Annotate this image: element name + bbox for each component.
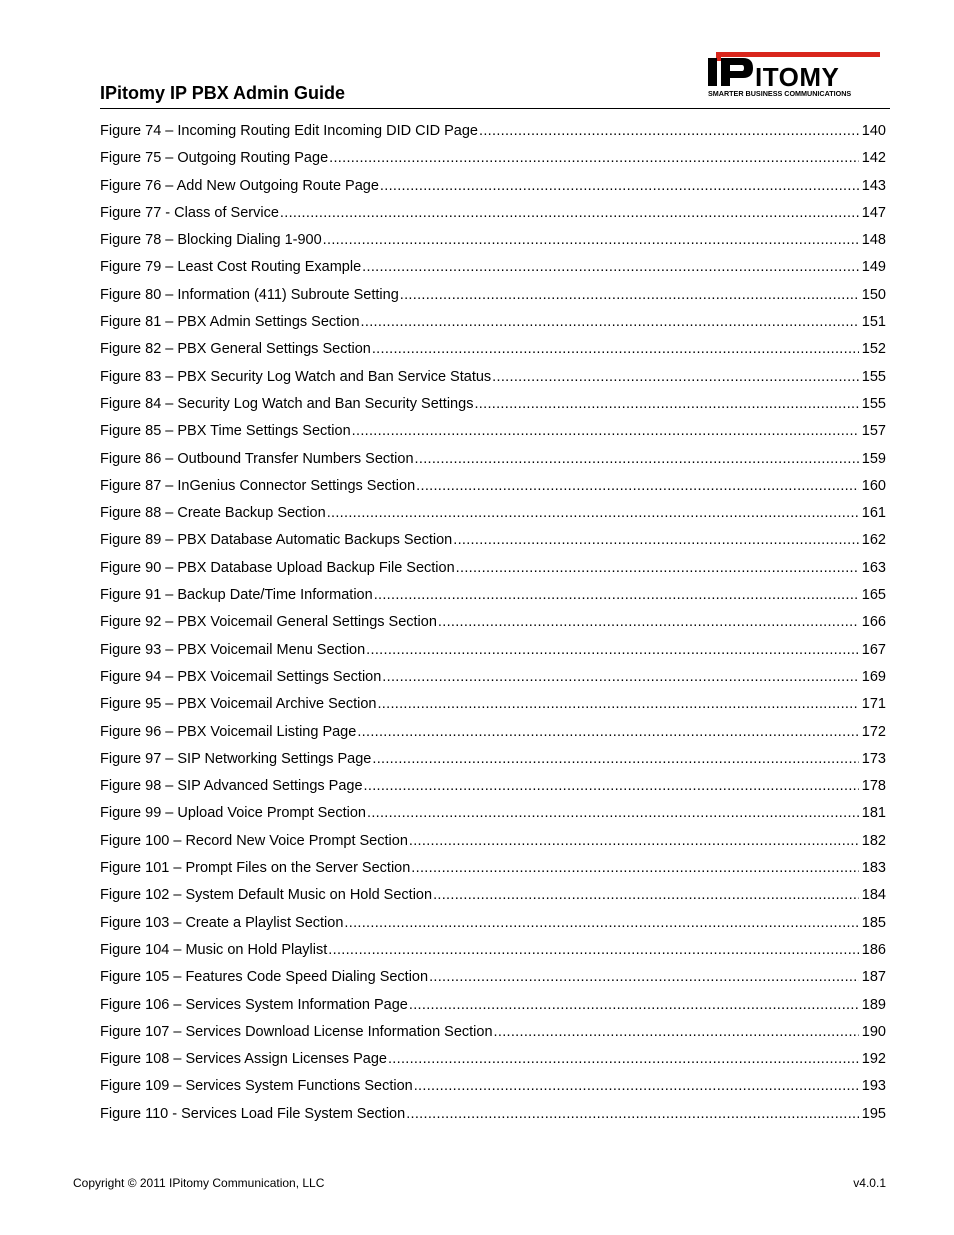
toc-entry-page-number[interactable]: 143 [861, 177, 886, 194]
dot-leader [361, 309, 859, 336]
version-label: v4.0.1 [853, 1176, 886, 1190]
dot-leader [357, 719, 858, 746]
toc-entry-page-number[interactable]: 178 [861, 778, 886, 795]
toc-entry-page-number[interactable]: 150 [861, 286, 886, 303]
dot-leader [280, 200, 859, 227]
dot-leader [400, 282, 859, 309]
toc-entry-label[interactable]: Figure 89 – PBX Database Automatic Backups Section [100, 532, 453, 549]
toc-entry-label[interactable]: Figure 94 – PBX Voicemail Settings Section [100, 668, 382, 685]
toc-entry-page-number[interactable]: 193 [861, 1078, 886, 1095]
toc-entry-page-number[interactable]: 147 [861, 204, 886, 221]
logo-letter-p [721, 58, 753, 86]
toc-entry-label[interactable]: Figure 74 – Incoming Routing Edit Incoming DID CID Page [100, 123, 478, 139]
toc-entry-page-number[interactable]: 171 [861, 696, 886, 713]
toc-entry-label[interactable]: Figure 86 – Outbound Transfer Numbers Section [100, 450, 414, 467]
toc-entry-page-number[interactable]: 160 [861, 477, 886, 494]
dot-leader [362, 254, 859, 281]
toc-entry[interactable] [100, 500, 886, 527]
toc-entry-label[interactable]: Figure 76 – Add New Outgoing Route Page [100, 177, 379, 194]
toc-entry-page-number[interactable]: 165 [861, 587, 886, 604]
toc-entry-page-number[interactable]: 184 [861, 887, 886, 904]
toc-entry[interactable] [100, 609, 886, 636]
toc-entry-page-number[interactable]: 149 [861, 259, 886, 276]
toc-entry[interactable] [100, 1019, 886, 1046]
dot-leader [344, 910, 858, 937]
toc-entry-label[interactable]: Figure 87 – InGenius Connector Settings Section [100, 477, 416, 494]
dot-leader [438, 609, 859, 636]
toc-entry-label[interactable]: Figure 101 – Prompt Files on the Server Section [100, 860, 411, 877]
toc-entry[interactable] [100, 336, 886, 363]
dot-leader [388, 1046, 859, 1073]
toc-entry-page-number[interactable]: 162 [861, 532, 886, 549]
toc-entry-page-number[interactable]: 155 [861, 395, 886, 412]
dot-leader [453, 527, 859, 554]
list-of-figures [100, 118, 886, 1128]
toc-entry-page-number[interactable]: 190 [861, 1023, 886, 1040]
logo-tagline: SMARTER BUSINESS COMMUNICATIONS [708, 89, 852, 98]
toc-entry-page-number[interactable]: 142 [861, 150, 886, 167]
dot-leader [323, 227, 859, 254]
toc-entry-label[interactable]: Figure 79 – Least Cost Routing Example [100, 259, 362, 276]
toc-entry[interactable] [100, 173, 886, 200]
toc-entry-label[interactable]: Figure 83 – PBX Security Log Watch and Ban Service Status [100, 368, 492, 385]
toc-entry[interactable] [100, 582, 886, 609]
toc-entry-label[interactable]: Figure 106 – Services System Information Page [100, 996, 408, 1013]
toc-entry-label[interactable]: Figure 95 – PBX Voicemail Archive Section [100, 696, 377, 713]
dot-leader [352, 418, 859, 445]
logo-letter-i [708, 58, 717, 86]
dot-leader [411, 855, 859, 882]
toc-entry[interactable] [100, 719, 886, 746]
toc-entry-page-number[interactable]: 159 [861, 450, 886, 467]
toc-entry-page-number[interactable]: 173 [861, 750, 886, 767]
toc-entry-label[interactable]: Figure 109 – Services System Functions Section [100, 1078, 413, 1095]
toc-entry-page-number[interactable]: 163 [861, 559, 886, 576]
toc-entry[interactable] [100, 118, 886, 145]
dot-leader [367, 800, 859, 827]
dot-leader [382, 664, 859, 691]
toc-entry-label[interactable]: Figure 99 – Upload Voice Prompt Section [100, 805, 366, 822]
dot-leader [380, 173, 859, 200]
toc-entry[interactable] [100, 882, 886, 909]
toc-entry[interactable] [100, 145, 886, 172]
toc-entry-page-number[interactable]: 192 [861, 1051, 886, 1068]
dot-leader [492, 364, 859, 391]
toc-entry-page-number[interactable]: 195 [861, 1105, 886, 1122]
toc-entry[interactable] [100, 309, 886, 336]
toc-entry-page-number[interactable]: 187 [861, 969, 886, 986]
toc-entry[interactable] [100, 364, 886, 391]
toc-entry-label[interactable]: Figure 97 – SIP Networking Settings Page [100, 750, 372, 767]
toc-entry[interactable] [100, 1046, 886, 1073]
dot-leader [456, 555, 859, 582]
logo-brand-rest: ITOMY [755, 62, 840, 92]
toc-entry[interactable] [100, 1073, 886, 1100]
toc-entry-label[interactable]: Figure 85 – PBX Time Settings Section [100, 423, 351, 440]
toc-entry-label[interactable]: Figure 107 – Services Download License Information Section [100, 1023, 493, 1040]
dot-leader [414, 1073, 859, 1100]
toc-entry[interactable] [100, 391, 886, 418]
toc-entry-page-number[interactable]: 148 [861, 232, 886, 249]
ipitomy-logo [706, 50, 884, 100]
document-title: IPitomy IP PBX Admin Guide [100, 83, 346, 103]
toc-entry-label[interactable]: Figure 110 - Services Load File System Section [100, 1105, 406, 1122]
toc-entry-label[interactable]: Figure 98 – SIP Advanced Settings Page [100, 778, 363, 795]
toc-entry-label[interactable]: Figure 91 – Backup Date/Time Information [100, 587, 373, 604]
dot-leader [416, 473, 859, 500]
dot-leader [328, 937, 859, 964]
toc-entry[interactable] [100, 937, 886, 964]
toc-entry-label[interactable]: Figure 92 – PBX Voicemail General Settings Section [100, 614, 437, 631]
toc-entry-page-number[interactable]: 182 [861, 832, 886, 849]
dot-leader [372, 746, 858, 773]
toc-entry-label[interactable]: Figure 81 – PBX Admin Settings Section [100, 314, 360, 331]
toc-entry-page-number[interactable]: 167 [861, 641, 886, 658]
dot-leader [474, 391, 858, 418]
dot-leader [409, 828, 859, 855]
toc-entry[interactable] [100, 1101, 886, 1128]
toc-entry[interactable] [100, 227, 886, 254]
toc-entry-page-number[interactable]: 183 [861, 860, 886, 877]
toc-entry[interactable] [100, 964, 886, 991]
dot-leader [479, 118, 859, 145]
toc-entry-page-number[interactable]: 161 [861, 505, 886, 522]
dot-leader [429, 964, 859, 991]
toc-entry[interactable] [100, 828, 886, 855]
toc-entry-page-number[interactable]: 157 [861, 423, 886, 440]
dot-leader [366, 637, 859, 664]
toc-entry-page-number[interactable]: 185 [861, 914, 886, 931]
toc-entry-page-number[interactable]: 189 [861, 996, 886, 1013]
toc-entry-label[interactable]: Figure 96 – PBX Voicemail Listing Page [100, 723, 357, 740]
toc-entry-page-number[interactable]: 172 [861, 723, 886, 740]
toc-entry[interactable] [100, 910, 886, 937]
toc-entry-label[interactable]: Figure 102 – System Default Music on Hold Section [100, 887, 433, 904]
toc-entry[interactable] [100, 555, 886, 582]
dot-leader [409, 992, 859, 1019]
toc-entry[interactable] [100, 773, 886, 800]
toc-entry-label[interactable]: Figure 103 – Create a Playlist Section [100, 914, 344, 931]
toc-entry-page-number[interactable]: 186 [861, 941, 886, 958]
dot-leader [374, 582, 859, 609]
toc-entry-label[interactable]: Figure 84 – Security Log Watch and Ban Security Settings [100, 395, 474, 412]
toc-entry-label[interactable]: Figure 75 – Outgoing Routing Page [100, 150, 329, 167]
toc-entry[interactable] [100, 200, 886, 227]
toc-entry-label[interactable]: Figure 88 – Create Backup Section [100, 505, 326, 522]
toc-entry-page-number[interactable]: 152 [861, 341, 886, 358]
dot-leader [377, 691, 858, 718]
toc-entry[interactable] [100, 800, 886, 827]
toc-entry-page-number[interactable]: 151 [861, 314, 886, 331]
dot-leader [327, 500, 859, 527]
toc-entry-label[interactable]: Figure 80 – Information (411) Subroute Setting [100, 286, 399, 303]
toc-entry[interactable] [100, 446, 886, 473]
toc-entry[interactable] [100, 282, 886, 309]
toc-entry-label[interactable]: Figure 108 – Services Assign Licenses Page [100, 1051, 387, 1068]
page-header [100, 50, 890, 109]
toc-entry[interactable] [100, 691, 886, 718]
toc-entry[interactable] [100, 992, 886, 1019]
dot-leader [329, 145, 859, 172]
toc-entry-label[interactable]: Figure 105 – Features Code Speed Dialing Section [100, 969, 429, 986]
dot-leader [415, 446, 859, 473]
dot-leader [364, 773, 859, 800]
toc-entry[interactable] [100, 746, 886, 773]
toc-entry-label[interactable]: Figure 93 – PBX Voicemail Menu Section [100, 641, 366, 658]
dot-leader [494, 1019, 859, 1046]
dot-leader [372, 336, 859, 363]
toc-entry[interactable] [100, 418, 886, 445]
toc-entry-page-number[interactable]: 155 [861, 368, 886, 385]
toc-entry[interactable] [100, 855, 886, 882]
toc-entry-label[interactable]: Figure 104 – Music on Hold Playlist [100, 941, 328, 958]
toc-entry-label[interactable]: Figure 77 - Class of Service [100, 204, 279, 221]
toc-entry[interactable] [100, 254, 886, 281]
toc-entry-label[interactable]: Figure 82 – PBX General Settings Section [100, 341, 371, 358]
toc-entry-page-number[interactable]: 169 [861, 668, 886, 685]
toc-entry[interactable] [100, 664, 886, 691]
toc-entry-page-number[interactable]: 166 [861, 614, 886, 631]
toc-entry-label[interactable]: Figure 78 – Blocking Dialing 1-900 [100, 232, 322, 249]
toc-entry-label[interactable]: Figure 90 – PBX Database Upload Backup File Section [100, 559, 455, 576]
dot-leader [406, 1101, 859, 1128]
toc-entry[interactable] [100, 473, 886, 500]
toc-entry-page-number[interactable]: 140 [861, 123, 886, 139]
logo-accent-bar [716, 52, 880, 57]
copyright-notice: Copyright © 2011 IPitomy Communication, LLC [73, 1176, 325, 1190]
dot-leader [433, 882, 859, 909]
toc-entry-page-number[interactable]: 181 [861, 805, 886, 822]
toc-entry[interactable] [100, 637, 886, 664]
toc-entry[interactable] [100, 527, 886, 554]
toc-entry-label[interactable]: Figure 100 – Record New Voice Prompt Section [100, 832, 408, 849]
